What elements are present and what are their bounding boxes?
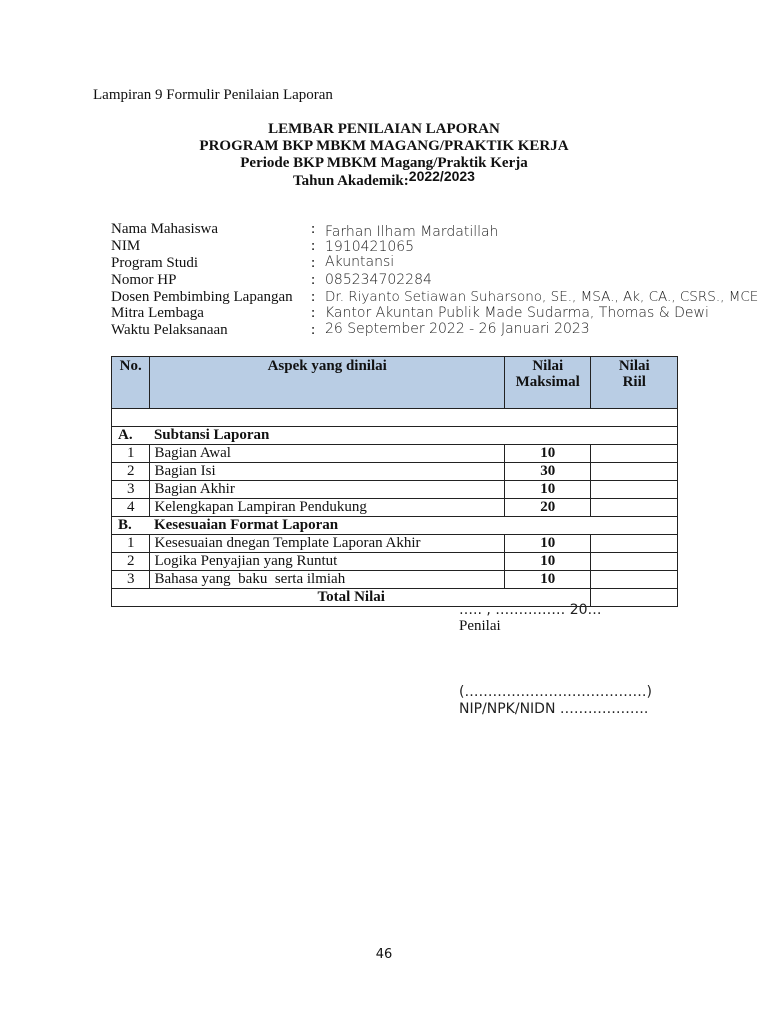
info-value-waktu: 26 September 2022 - 26 Januari 2023	[325, 321, 590, 337]
header-aspek: Aspek yang dinilai	[150, 357, 505, 409]
row-aspek: Bagian Akhir	[150, 481, 505, 499]
header-no: No.	[112, 357, 150, 409]
info-colon: :	[311, 221, 316, 237]
document-title: LEMBAR PENILAIAN LAPORAN	[268, 121, 500, 137]
total-value[interactable]	[591, 589, 678, 607]
row-no: 3	[112, 571, 150, 589]
info-value-prodi: Akuntansi	[325, 254, 395, 270]
header-nilai-riil: Nilai Riil	[591, 357, 678, 409]
row-aspek: Bahasa yang baku serta ilmiah	[150, 571, 505, 589]
row-nilai-riil[interactable]	[591, 571, 678, 589]
info-value-mitra: Kantor Akuntan Publik Made Sudarma, Thomas & Dewi	[325, 305, 709, 321]
table-row	[112, 445, 678, 463]
spacer-row	[112, 409, 678, 427]
row-nilai-riil[interactable]	[591, 499, 678, 517]
info-value-hp: 085234702284	[325, 272, 432, 288]
info-colon: :	[311, 255, 316, 271]
section-letter: B.	[112, 517, 150, 535]
row-nilai-maksimal: 30	[504, 463, 591, 481]
row-no: 2	[112, 553, 150, 571]
info-label-mitra: Mitra Lembaga	[111, 305, 204, 321]
row-aspek: Logika Penyajian yang Runtut	[150, 553, 505, 571]
info-label-waktu: Waktu Pelaksanaan	[111, 322, 228, 338]
table-row	[112, 481, 678, 499]
info-colon: :	[311, 272, 316, 288]
section-title: Subtansi Laporan	[150, 427, 678, 445]
info-label-nim: NIM	[111, 238, 141, 254]
signature-penilai: Penilai	[459, 618, 501, 634]
assessment-table	[111, 356, 678, 607]
row-aspek: Bagian Awal	[150, 445, 505, 463]
tahun-akademik	[0, 168, 768, 190]
row-nilai-riil[interactable]	[591, 481, 678, 499]
row-nilai-maksimal: 10	[504, 445, 591, 463]
periode-title: Periode BKP MBKM Magang/Praktik Kerja	[240, 155, 528, 171]
info-value-nama: Farhan Ilham Mardatillah	[325, 224, 499, 240]
section-letter: A.	[112, 427, 150, 445]
row-aspek: Kelengkapan Lampiran Pendukung	[150, 499, 505, 517]
page-number: 46	[375, 947, 393, 962]
table-row	[112, 499, 678, 517]
row-no: 3	[112, 481, 150, 499]
table-row	[112, 535, 678, 553]
table-header-row	[112, 357, 678, 409]
program-title: PROGRAM BKP MBKM MAGANG/PRAKTIK KERJA	[199, 138, 569, 154]
row-nilai-maksimal: 10	[504, 481, 591, 499]
row-no: 4	[112, 499, 150, 517]
info-colon: :	[311, 322, 316, 338]
section-title: Kesesuaian Format Laporan	[150, 517, 678, 535]
total-label: Total Nilai	[112, 589, 591, 607]
row-nilai-maksimal: 10	[504, 571, 591, 589]
info-colon: :	[311, 305, 316, 321]
row-nilai-riil[interactable]	[591, 463, 678, 481]
info-label-prodi: Program Studi	[111, 255, 199, 271]
info-colon: :	[311, 238, 316, 254]
row-nilai-maksimal: 10	[504, 535, 591, 553]
row-nilai-maksimal: 10	[504, 553, 591, 571]
row-nilai-maksimal: 20	[504, 499, 591, 517]
tahun-akademik-year: 2022/2023	[408, 168, 475, 184]
table-row	[112, 571, 678, 589]
info-value-nim: 1910421065	[325, 239, 415, 255]
info-label-dosen: Dosen Pembimbing Lapangan	[111, 289, 293, 305]
row-aspek: Bagian Isi	[150, 463, 505, 481]
row-no: 1	[112, 535, 150, 553]
header-nilai-maksimal: Nilai Maksimal	[504, 357, 591, 409]
table-row	[112, 463, 678, 481]
lampiran-caption: Lampiran 9 Formulir Penilaian Laporan	[93, 87, 333, 103]
signature-name-line: (…………………………………)	[459, 684, 652, 700]
row-no: 1	[112, 445, 150, 463]
signature-nip-line: NIP/NPK/NIDN ……………….	[459, 701, 649, 717]
table-row	[112, 553, 678, 571]
info-label-hp: Nomor HP	[111, 272, 177, 288]
signature-date-line: ….. , …………… 20…	[459, 602, 602, 618]
info-value-dosen: Dr. Riyanto Setiawan Suharsono, SE., MSA., Ak, CA., CSRS., MCE	[325, 289, 759, 305]
info-label-nama: Nama Mahasiswa	[111, 221, 219, 237]
row-nilai-riil[interactable]	[591, 535, 678, 553]
section-row-a	[112, 427, 678, 445]
row-nilai-riil[interactable]	[591, 553, 678, 571]
info-colon: :	[311, 289, 316, 305]
section-row-b	[112, 517, 678, 535]
row-no: 2	[112, 463, 150, 481]
tahun-akademik-label: Tahun Akademik:	[293, 173, 409, 189]
row-nilai-riil[interactable]	[591, 445, 678, 463]
row-aspek: Kesesuaian dnegan Template Laporan Akhir	[150, 535, 505, 553]
